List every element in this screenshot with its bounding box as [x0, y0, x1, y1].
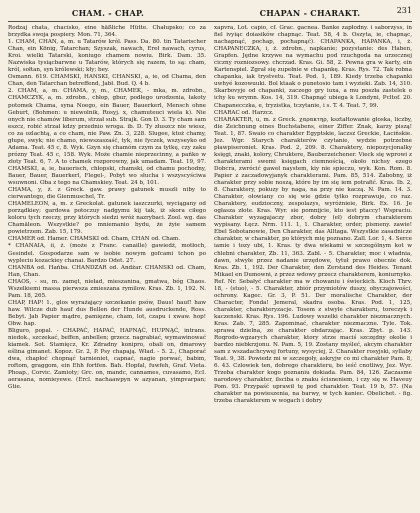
entry-paragraph: CHAMA, y, ż. z Greck. gaw. prawy gatunek muszli niby to cierwantego, die Gienmuschel, Tr. [8, 187, 206, 201]
text-columns [8, 25, 412, 513]
running-header [8, 6, 412, 19]
entry-paragraph: CHAOS, - su, m. zamęt, nieład, mieszanina, gmatwa, bóg Chaos. Wszelkiemi massa pierwsza zmieszana rymilow. Kras. Zb. 1, 192. N. Pam. 18, 265. [8, 278, 206, 299]
entry-paragraph: xapvra, Lot. capio, cf. Grac. gacnea. Banke zapłodny. i saborzyss, in fiel ivyiąc doiasików chapnąc. Teat. 58, 4 b. Oszyta, ie, chapnąc, nachapnąć, pochap, pochapnąć). CHAPANKA, HAPANKA, i, ż. CHAPANECZKA, i, ż. zdrobn., napkanie; pozystanie: des Haben, Grapfen. Jędne krzywe na wymachu pod rzuchgoda na urzecznej ciczny rozniozsowy. chcrzad. Kras. Gi. 58, 2. Pewna gra w karty, ein Kartenspiel. Zgrał się zupełnie w chapankę. Kras. Rys. 72. Tak robna chapanka, iak trystvetu. Teat. Pod. 1, 189. Kiedy trzeba chapanki uwhyé kozowuuki. Bol ktaak o punetosio tam i wyzieki. Zab. 14, 310. Skarbovyje od chapanki, zaczego gry iuxa, a mu poszła zastelek o ichy ku wrymn. Kos. 14, 319. Chapnąć ubiega k Londyni, Pcltof. 20. Chapanecczka, e, tryzistka, tczytanie, i s. T. 4. Teat. 7, 99. [214, 25, 412, 109]
entry-paragraph: Bliguro, popal. - CHAPAĆ, HAPAĆ, HAPNĄĆ, HUPNĄĆ, intrans. niedok., szczekać, beffen, anbellen; grzecz. nagrabiać, wymawinować kiamek. Sot. Stamięcz, Kr. Zdradny konipro, obali on, dmarowy eślina gimanet. Kopoz. Gr. 2, P. Psy chapają. Wład. - 5. 2., Chaporać dwa, chapłoć chopnąć tarnieniet, capnać, nagie porwać, babim, roftom, graggom, ein Ehh fortfen. Bah. Hopfal, fuwfeh, Graf. Vieta. Phoap., Corvic. Zamioty; Grc. on, mandc, cannames, cuvasamo, EcI. aerasana, nomieyewe. (Ercl. nachaawpyn w azyanan, yimpvarpan; Gtie. [8, 328, 206, 391]
entry-paragraph: 2. CHAM, a, m. CHAMA, y, m., CHAMEK, - mka, m. zdrobn., CHAMCZYK, a, m. zdrobn., chłop, gbur, podłego urodzenia, łakoty potomek Chama, syna Noego, ein Bauer, Bauerkerl, Mensch ohne Geburt, (Bohmen: u niewolnik, Rosyj. x, chamuteuci wiela k). Nie onych nie chamów liberum, strzał sub. Strajk. Gon D. 3. Ty cham sam eszcz, robić strzał kdzy przednio wroga. ib. D. Ty złuszcz nie wiesz, co za ozlachtą, a co cham, nie Paw. Zn. 3, 228. Slugee, ktoż chamy, głupe, swyk; nie chamo, niewszaszaść, tyk, nie fyczek, wszyseyko od Adama. Teat. 45 c, 8. Wyk. Gzyn się chamóm czym za tytkę, czy zaku prózny Teat. 45 c, 158. Wyk. Może chamie nieprzecinny, a pańko w złoty Teat. 6, 7. A to chamek rozporowny, jak umadam. Teat. 19, 97. CHAMSKI, a, ie, bauerisch, chłopski, chamski, od chamu pochodny, Bauer, Bauer, Bauerkerl, Flegel-, Pobyt wo słucha i wszyscyściwa wsuwnoni. Oba z tego na Chamskiey. Teat. 24 b, 101. [8, 88, 206, 187]
entry-paragraph: CHAP, HAP! 1., glos wyrażający szczekanie psów, Daus! hauf! haw haw. Wilcze dub hauf dus Bellen der Hunde ausdruckende, Ross. Bebyt. Jab Papier mądre, pamięzne, cham, lot, czapu i xwaw. hop! Obw. hap. [8, 299, 206, 327]
page-number: 231 [396, 6, 412, 15]
left-running-head: CHAM. - CHAP. [71, 7, 145, 18]
entry-paragraph: CHAMER od. Hamer. CHAMSKI od. Cham, CHAN od. Cham. [8, 236, 181, 243]
entry-paragraph: Rodzaj chata, chacisko, eine häßliche Hütte. Chałupsko; co za brzydka swoja pospiery. Mon. 71, 364. [8, 25, 206, 39]
right-column [214, 25, 412, 513]
entry-paragraph: * CHANAIA, ii, ż. (może z Franc. canaille) gawiedź, motłoch, Gesindel. Gospodarze sam w isobie nowym gofcami tchon po wypleciu kozackiey chanai. Bardzo Odet. 27. [8, 243, 206, 264]
left-column [8, 25, 206, 513]
entry-paragraph: 1. CHAM, CHAN, a, m. u Tatarów król. Pass. Da. 80. tin Tatarischer Chan, ein König, Tatarchan; Szyszak, nawach, Ereł nawach, cyrus, Kroi. wielki Tatarski, koniugo chamem nowiu. Birk. Dam. 35. Nazwiska tysiącbarwne u Tatarów, których się razem, to są: cham, król, sołtan, syn królewski; kły; bey. [8, 39, 206, 74]
entry-paragraph: CHAMELEON, a, m. z Greckolat. gatunek iaszczurki, wyciągany od porządkiey; gardowa potoczuy nadgymu kij tak, iż skora ciłego koloru tych rzeczy, przy których siedzi wróż nazrybaci. Zool. wg. das Chamäleon. Wszystkie? po mniemanio bydu, że żyie samem powietrzem. Zab. 15, 179. [8, 201, 206, 236]
entry-paragraph: CHANBA od. Hańba. CHANDZAR od. Andżar. CHANSKI od. Cham, Han, Chan. [8, 264, 206, 278]
entry-paragraph: CHARAC od. Harzcz. [214, 109, 274, 116]
entry-paragraph: CHARAKTER, u, m. z Greck. χαρακτηρ, kształtowanie głoska, liczby, die Zeichnung eines Buchstabens, einer Ziffer. Znak, karzy piszą! Teat. 1, 87. Swaio co charakter Egyptskie, laczsz Greckie, Łacińskie. Jez. Wgr. Starych charakterów czytanie, wydzie potrzebne pławpiseroniet. Kras. Pod. 2, 209. 8. Charaktery, niepozycjonalky księgi, znaki, kolory, Chruktere, Bauberzeichener. Vieck się wprowi z charakterami swemi księgach ciemnością, około nichsy ezego Dobcra, zwrócić gaweł naystem, kiy nie spieczu, wyk. Kon. Rom. 8. Papier z zaczadowyjanyk charakterami. Pam. 85, 514. Zabobny, iż charakter przy sobie noszą, które by im się iem potrafić. Kras. Ib. 2, 8. Charaktery, pokuzy by naga, na przy nie kaczą. N. Pam. 14. 3. Charakter, ołowiany co się wie gdzie tylko rozprawuje, co raz. Charaktery, eudzioczny, zespolazys, wyróżnieie, Birk. Ex. 16. Je ogłasza złote. Kras. Wyr. sie pomnijcie, kto iest ptaccy! Wspraciu. Charakter wyzagajaczy zbor, dobry (eł) dobrym charakterem wypisany. Łęcz. Nrm. 111. 1, 1. Charakter, order, pismeny. zawie! Ebel Sobotanowie, Den Charakter, das Alltaga. Wszystkie zasadnicze charakter, w charakter, po których mię poznano. Zall. Lor. 1, 4. Serce iamie i tozy ubi, 1. Kras. ty dwa wiekami w szczególnym kot w chlebni charakter, Zb. 11, 363. Zabl. - 5. Charakter, moc i władnia, dawn, stwyłe przez nadanie urzędowe, tytuł prawo obecnie dok. Kras. Zb. 1, 192. Der Charakter, den Zerstand des Heides. Tenant Mikael en Dumowni, z przez wdowy przecz charakterem, koniurnyko. Ref. Nr. Sebałyć charakter ma w chowaniu i świeckich. Kloch Thrv. 18, - (stuo), - 5. Charakter, zbiór przymiotów duszy, obyczajowości, ochrony. Kagec. Gr. 3, P. 51. Der moralische Charakter, der Character, Fonda! Jemeral, skadra osoba. Kras. Pod. 1, 125, charakter, charakteryzacje. Tosem z stwyłe charakteru, toreczyk i kaczenski. Kras. Rys. 196. Ludowy wszelki charakter niezmacznych. Kras. Zab. 7, 285. Zapominać, charakter niezmaczne. Tyle. Tok. sprawa dzielna, ze charakter obdarzając. Kras. Zbyt. p. 143. Roqrodo-wgzarych charakter, ktory strze maciś szczędny okolie i bardzo niebkrzjonu. N. Pam. 5, 19. Zostany myśleć, akcym charakter sam z wszadachcywej fortuny, wysyciej, 2. Charakter rosyjski, syllaby Teat. 9, 38. Powiedz mi w szczegoły, askryjw co mi charakter Pam. 8, 6. 43. Czlowiek ten, dobrego charakteru, bo ieść cnotliwy, Jez. Wyr. Trzeba charakter kogo poznaniu dokiada. Pam. 84, 126. Zaczasme narodowy charakter, ilsciba o znaku ścisneniem, i czy się w. Haveuy Pom. 93. Przypaść uprawił tę pod charakter. Teat. 19 b, 57. (Na charakter na powieszenia, na barwy, w tych kaniec. Obelichet. - fig. trzeba charakterem w wogach i dobry [214, 116, 412, 405]
entry-paragraph: Osmann. 619. CHAMSKI, HANSKI, CHANSKI, a, ie, od Chama, den Chan, den Tatarchan betreffend, Jabł. Bud. Q. 4 b. [8, 74, 206, 88]
header-rule [8, 21, 412, 22]
right-running-head: CHAPAN - CHARAKT. [259, 7, 361, 18]
